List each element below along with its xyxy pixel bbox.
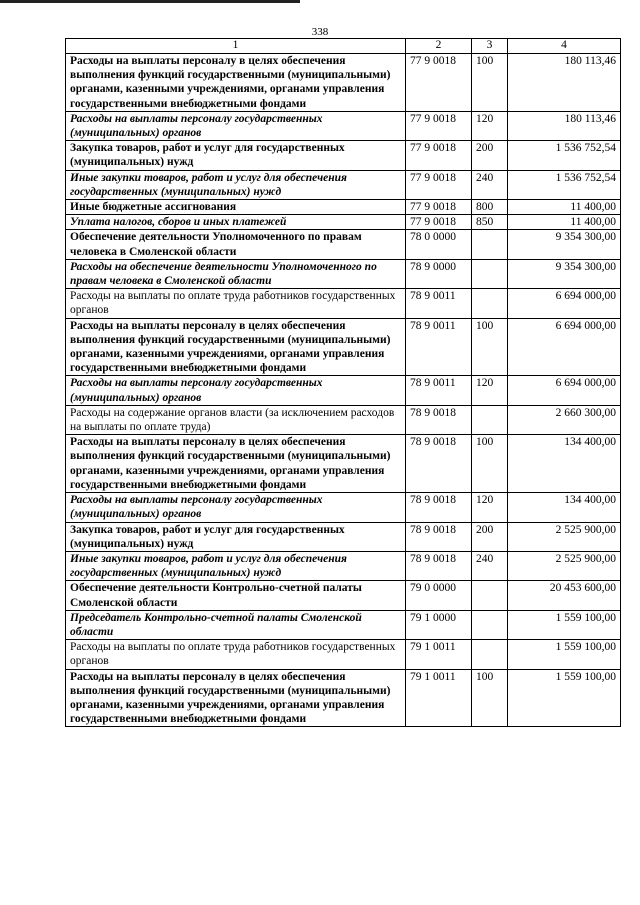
row-code-cell: 78 9 0000 — [406, 259, 472, 288]
table-row — [66, 170, 621, 199]
row-amount-cell: 2 525 900,00 — [508, 551, 621, 580]
row-type-cell — [472, 230, 508, 259]
scan-edge-line — [0, 0, 300, 3]
row-type-cell: 200 — [472, 141, 508, 170]
row-code-cell: 78 9 0018 — [406, 435, 472, 493]
row-type-cell — [472, 289, 508, 318]
row-code-cell: 77 9 0018 — [406, 141, 472, 170]
row-amount-cell: 2 525 900,00 — [508, 522, 621, 551]
budget-table — [65, 38, 621, 727]
header-col-1: 1 — [66, 39, 406, 54]
row-code-cell: 78 9 0018 — [406, 405, 472, 434]
row-type-cell: 120 — [472, 493, 508, 522]
row-name-cell: Расходы на выплаты по оплате труда работников государственных органов — [66, 289, 406, 318]
row-name-cell: Иные закупки товаров, работ и услуг для обеспечения государственных (муниципальных) нужд — [66, 551, 406, 580]
table-row — [66, 522, 621, 551]
table-row — [66, 215, 621, 230]
table-row — [66, 111, 621, 140]
row-amount-cell: 11 400,00 — [508, 215, 621, 230]
row-amount-cell: 1 559 100,00 — [508, 610, 621, 639]
row-type-cell: 100 — [472, 435, 508, 493]
row-name-cell: Расходы на обеспечение деятельности Уполномоченного по правам человека в Смоленской области — [66, 259, 406, 288]
row-type-cell: 100 — [472, 669, 508, 727]
row-name-cell: Уплата налогов, сборов и иных платежей — [66, 215, 406, 230]
row-code-cell: 79 1 0011 — [406, 669, 472, 727]
table-row — [66, 640, 621, 669]
header-col-2: 2 — [406, 39, 472, 54]
row-amount-cell: 6 694 000,00 — [508, 318, 621, 376]
row-name-cell: Закупка товаров, работ и услуг для государственных (муниципальных) нужд — [66, 522, 406, 551]
row-code-cell: 79 1 0000 — [406, 610, 472, 639]
row-name-cell: Обеспечение деятельности Контрольно-счетной палаты Смоленской области — [66, 581, 406, 610]
row-code-cell: 78 9 0018 — [406, 522, 472, 551]
row-type-cell: 850 — [472, 215, 508, 230]
row-code-cell: 78 9 0011 — [406, 289, 472, 318]
row-type-cell — [472, 581, 508, 610]
header-col-4: 4 — [508, 39, 621, 54]
row-code-cell: 77 9 0018 — [406, 111, 472, 140]
row-amount-cell: 134 400,00 — [508, 435, 621, 493]
row-code-cell: 78 9 0011 — [406, 318, 472, 376]
table-row — [66, 610, 621, 639]
row-amount-cell: 1 536 752,54 — [508, 170, 621, 199]
table-row — [66, 54, 621, 112]
table-row — [66, 551, 621, 580]
row-type-cell: 240 — [472, 551, 508, 580]
row-type-cell — [472, 259, 508, 288]
row-name-cell: Расходы на выплаты персоналу в целях обеспечения выполнения функций государственными (муниципальными) органами, казенными учреждениями, органами управления государственными внебюджетными фондами — [66, 669, 406, 727]
row-type-cell: 800 — [472, 200, 508, 215]
row-amount-cell: 9 354 300,00 — [508, 230, 621, 259]
row-name-cell: Иные бюджетные ассигнования — [66, 200, 406, 215]
row-name-cell: Расходы на выплаты персоналу государственных (муниципальных) органов — [66, 111, 406, 140]
table-header-row — [66, 39, 621, 54]
row-amount-cell: 180 113,46 — [508, 111, 621, 140]
row-name-cell: Расходы на выплаты персоналу государственных (муниципальных) органов — [66, 376, 406, 405]
table-row — [66, 405, 621, 434]
row-type-cell: 100 — [472, 54, 508, 112]
row-type-cell: 120 — [472, 111, 508, 140]
budget-table-body — [66, 54, 621, 727]
row-amount-cell: 11 400,00 — [508, 200, 621, 215]
table-row — [66, 318, 621, 376]
row-name-cell: Расходы на выплаты персоналу в целях обеспечения выполнения функций государственными (муниципальными) органами, казенными учреждениями, органами управления государственными внебюджетными фондами — [66, 318, 406, 376]
table-row — [66, 289, 621, 318]
row-amount-cell: 134 400,00 — [508, 493, 621, 522]
table-row — [66, 200, 621, 215]
row-code-cell: 77 9 0018 — [406, 200, 472, 215]
row-name-cell: Председатель Контрольно-счетной палаты Смоленской области — [66, 610, 406, 639]
row-type-cell: 120 — [472, 376, 508, 405]
row-code-cell: 79 1 0011 — [406, 640, 472, 669]
row-amount-cell: 2 660 300,00 — [508, 405, 621, 434]
row-amount-cell: 1 559 100,00 — [508, 640, 621, 669]
row-name-cell: Расходы на содержание органов власти (за исключением расходов на выплаты по оплате труда) — [66, 405, 406, 434]
row-amount-cell: 6 694 000,00 — [508, 289, 621, 318]
row-code-cell: 78 9 0011 — [406, 376, 472, 405]
table-row — [66, 376, 621, 405]
table-row — [66, 230, 621, 259]
row-name-cell: Расходы на выплаты персоналу в целях обеспечения выполнения функций государственными (муниципальными) органами, казенными учреждениями, органами управления государственными внебюджетными фондами — [66, 435, 406, 493]
row-code-cell: 77 9 0018 — [406, 54, 472, 112]
row-code-cell: 77 9 0018 — [406, 170, 472, 199]
row-code-cell: 78 9 0018 — [406, 493, 472, 522]
row-code-cell: 78 0 0000 — [406, 230, 472, 259]
table-row — [66, 581, 621, 610]
row-name-cell: Закупка товаров, работ и услуг для государственных (муниципальных) нужд — [66, 141, 406, 170]
row-code-cell: 77 9 0018 — [406, 215, 472, 230]
row-type-cell — [472, 610, 508, 639]
row-name-cell: Расходы на выплаты персоналу государственных (муниципальных) органов — [66, 493, 406, 522]
row-type-cell: 240 — [472, 170, 508, 199]
row-type-cell: 200 — [472, 522, 508, 551]
row-type-cell — [472, 640, 508, 669]
row-amount-cell: 6 694 000,00 — [508, 376, 621, 405]
table-row — [66, 493, 621, 522]
row-type-cell: 100 — [472, 318, 508, 376]
row-code-cell: 78 9 0018 — [406, 551, 472, 580]
row-type-cell — [472, 405, 508, 434]
row-amount-cell: 1 559 100,00 — [508, 669, 621, 727]
row-amount-cell: 1 536 752,54 — [508, 141, 621, 170]
table-row — [66, 669, 621, 727]
row-name-cell: Расходы на выплаты персоналу в целях обеспечения выполнения функций государственными (муниципальными) органами, казенными учреждениями, органами управления государственными внебюджетными фондами — [66, 54, 406, 112]
row-name-cell: Расходы на выплаты по оплате труда работников государственных органов — [66, 640, 406, 669]
row-amount-cell: 20 453 600,00 — [508, 581, 621, 610]
page-number: 338 — [311, 26, 329, 38]
header-col-3: 3 — [472, 39, 508, 54]
table-row — [66, 259, 621, 288]
row-name-cell: Иные закупки товаров, работ и услуг для обеспечения государственных (муниципальных) нужд — [66, 170, 406, 199]
table-row — [66, 141, 621, 170]
row-amount-cell: 180 113,46 — [508, 54, 621, 112]
row-amount-cell: 9 354 300,00 — [508, 259, 621, 288]
row-name-cell: Обеспечение деятельности Уполномоченного по правам человека в Смоленской области — [66, 230, 406, 259]
table-row — [66, 435, 621, 493]
row-code-cell: 79 0 0000 — [406, 581, 472, 610]
